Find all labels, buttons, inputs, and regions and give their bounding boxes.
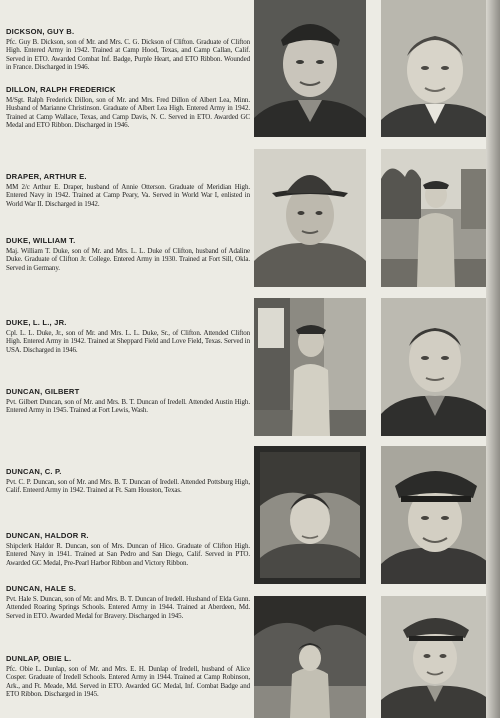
entry-bio: Cpl. L. L. Duke, Jr., son of Mr. and Mrs. L. L. Duke, Sr., of Clifton. Attended Clifton High. Entered Army in 1942. Trained at Sheppard Field and Love Field, Texas. Served in USA. Discharged in 1946. bbox=[6, 329, 250, 354]
entry-bio: Pvt. C. P. Duncan, son of Mr. and Mrs. B. T. Duncan of Iredell. Attended Pottsburg High, Calif. Enteerd Army in 1942. Trained at Ft. Sam Houston, Texas. bbox=[6, 478, 250, 495]
entry-duke-william bbox=[6, 236, 250, 272]
entry-bio: Shipclerk Haldor R. Duncan, son of Mrs. Duncan of Hico. Graduate of Clifton High. Entered Navy in 1941. Trained at San Pedro and San Diego, Calif. Served in PTO. Awarded GC Medal, Pre-Pearl Harbor Ribbon and Victory Ribbon. bbox=[6, 542, 250, 567]
entry-dunlap-obie bbox=[6, 654, 250, 699]
entry-name: DUNCAN, HALDOR R. bbox=[6, 531, 89, 540]
photo-duncan-haldor bbox=[381, 446, 490, 584]
entry-name: DUNCAN, C. P. bbox=[6, 467, 62, 476]
entry-name: DUKE, L. L., JR. bbox=[6, 318, 67, 327]
portrait-uniform-image bbox=[381, 298, 490, 436]
entry-name: DILLON, RALPH FREDERICK bbox=[6, 85, 116, 94]
standing-uniform-garrison-cap-image bbox=[254, 298, 366, 436]
photo-dickson bbox=[254, 0, 366, 137]
entry-duncan-cp bbox=[6, 467, 250, 495]
entry-name: DRAPER, ARTHUR E. bbox=[6, 172, 87, 181]
entry-duncan-haldor bbox=[6, 531, 250, 567]
entry-name: DICKSON, GUY B. bbox=[6, 27, 75, 36]
standing-outdoors-image bbox=[254, 596, 366, 718]
photo-draper bbox=[254, 149, 366, 287]
portrait-young-man-outdoors-image bbox=[254, 446, 366, 584]
photo-dillon bbox=[381, 0, 490, 137]
entry-name: DUNCAN, GILBERT bbox=[6, 387, 80, 396]
entry-bio: Pvt. Gilbert Duncan, son of Mr. and Mrs. B. T. Duncan of Iredell. Attended Austin High. Entered Army in 1945. Trained at Fort Lewis, Wash. bbox=[6, 398, 250, 415]
photo-dunlap bbox=[381, 596, 490, 718]
entry-bio: Pfc. Guy B. Dickson, son of Mr. and Mrs. C. G. Dickson of Clifton. Graduate of Clifton High. Entered Army in 1942. Trained at Camp Hood, Texas, and Camp Callan, Calif. Served in ETO. Awarded Combat Inf. Badge, Purple Heart, and ETO Ribbon. Wounded in France. Discharged in 1946. bbox=[6, 38, 250, 72]
entry-name: DUNLAP, OBIE L. bbox=[6, 654, 72, 663]
entry-name: DUNCAN, HALE S. bbox=[6, 584, 77, 593]
entry-dickson-guy bbox=[6, 27, 250, 72]
standing-uniform-outdoors-image bbox=[381, 149, 490, 287]
entry-bio: Pfc. Obie L. Dunlap, son of Mr. and Mrs. E. H. Dunlap of Iredell, husband of Alice Cosper. Graduate of Iredell Schools. Entered Army in 1944. Trained at Camp Robinson, Ark., and Ft. Meade, Md. Served in ETO. Awarded GC Medal, Inf. Combat Badge and ETO Ribbon. Discharged in 1945. bbox=[6, 665, 250, 699]
binding-shadow bbox=[486, 0, 500, 718]
entry-name: DUKE, WILLIAM T. bbox=[6, 236, 76, 245]
entry-bio: Maj. William T. Duke, son of Mr. and Mrs. L. L. Duke of Clifton, husband of Adaline Duke. Graduate of Clifton Jr. College. Entered Army in 1930. Trained at Fort Sill, Okla. Served in Germany. bbox=[6, 247, 250, 272]
entry-draper-arthur bbox=[6, 172, 250, 208]
photo-duke-william bbox=[381, 149, 490, 287]
entry-duncan-gilbert bbox=[6, 387, 250, 415]
photo-duke-ll-jr bbox=[254, 298, 366, 436]
portrait-civilian-image bbox=[381, 0, 490, 137]
entry-duncan-hale bbox=[6, 584, 250, 620]
entry-bio: M/Sgt. Ralph Frederick Dillon, son of Mr. and Mrs. Fred Dillon of Albert Lea, Minn. Husband of Marianne Christinson. Graduate of Albert Lea High. Entered Army in 1942. Trained at Camp Wallace, Texas, and Camp Davis, N. C. Served in ETO. Awarded GC Medal and ETO Ribbon. Discharged in 1946. bbox=[6, 96, 250, 130]
photo-duncan-gilbert bbox=[381, 298, 490, 436]
entry-bio: Pvt. Hale S. Duncan, son of Mr. and Mrs. B. T. Duncan of Iredell. Husband of Elda Gunn. Attended Roaring Springs Schools. Entered Army in 1944. Trained at Aberdeen, Md. Served in ETO. Awarded Medal for Bravery. Discharged in 1945. bbox=[6, 595, 250, 620]
photo-duncan-hale bbox=[254, 596, 366, 718]
entry-bio: MM 2/c Arthur E. Draper, husband of Annie Otterson. Graduate of Meridian High. Entered Navy in 1942. Trained at Camp Peary, Va. Served in World War I, enlisted in World War II. Discharged in 1942. bbox=[6, 183, 250, 208]
portrait-campaign-hat-image bbox=[254, 149, 366, 287]
entry-dillon-ralph bbox=[6, 85, 250, 130]
portrait-service-cap-image bbox=[381, 596, 490, 718]
entry-duke-ll-jr bbox=[6, 318, 250, 354]
photo-duncan-cp bbox=[254, 446, 366, 584]
portrait-uniform-cap-image bbox=[254, 0, 366, 137]
portrait-service-cap-image bbox=[381, 446, 490, 584]
